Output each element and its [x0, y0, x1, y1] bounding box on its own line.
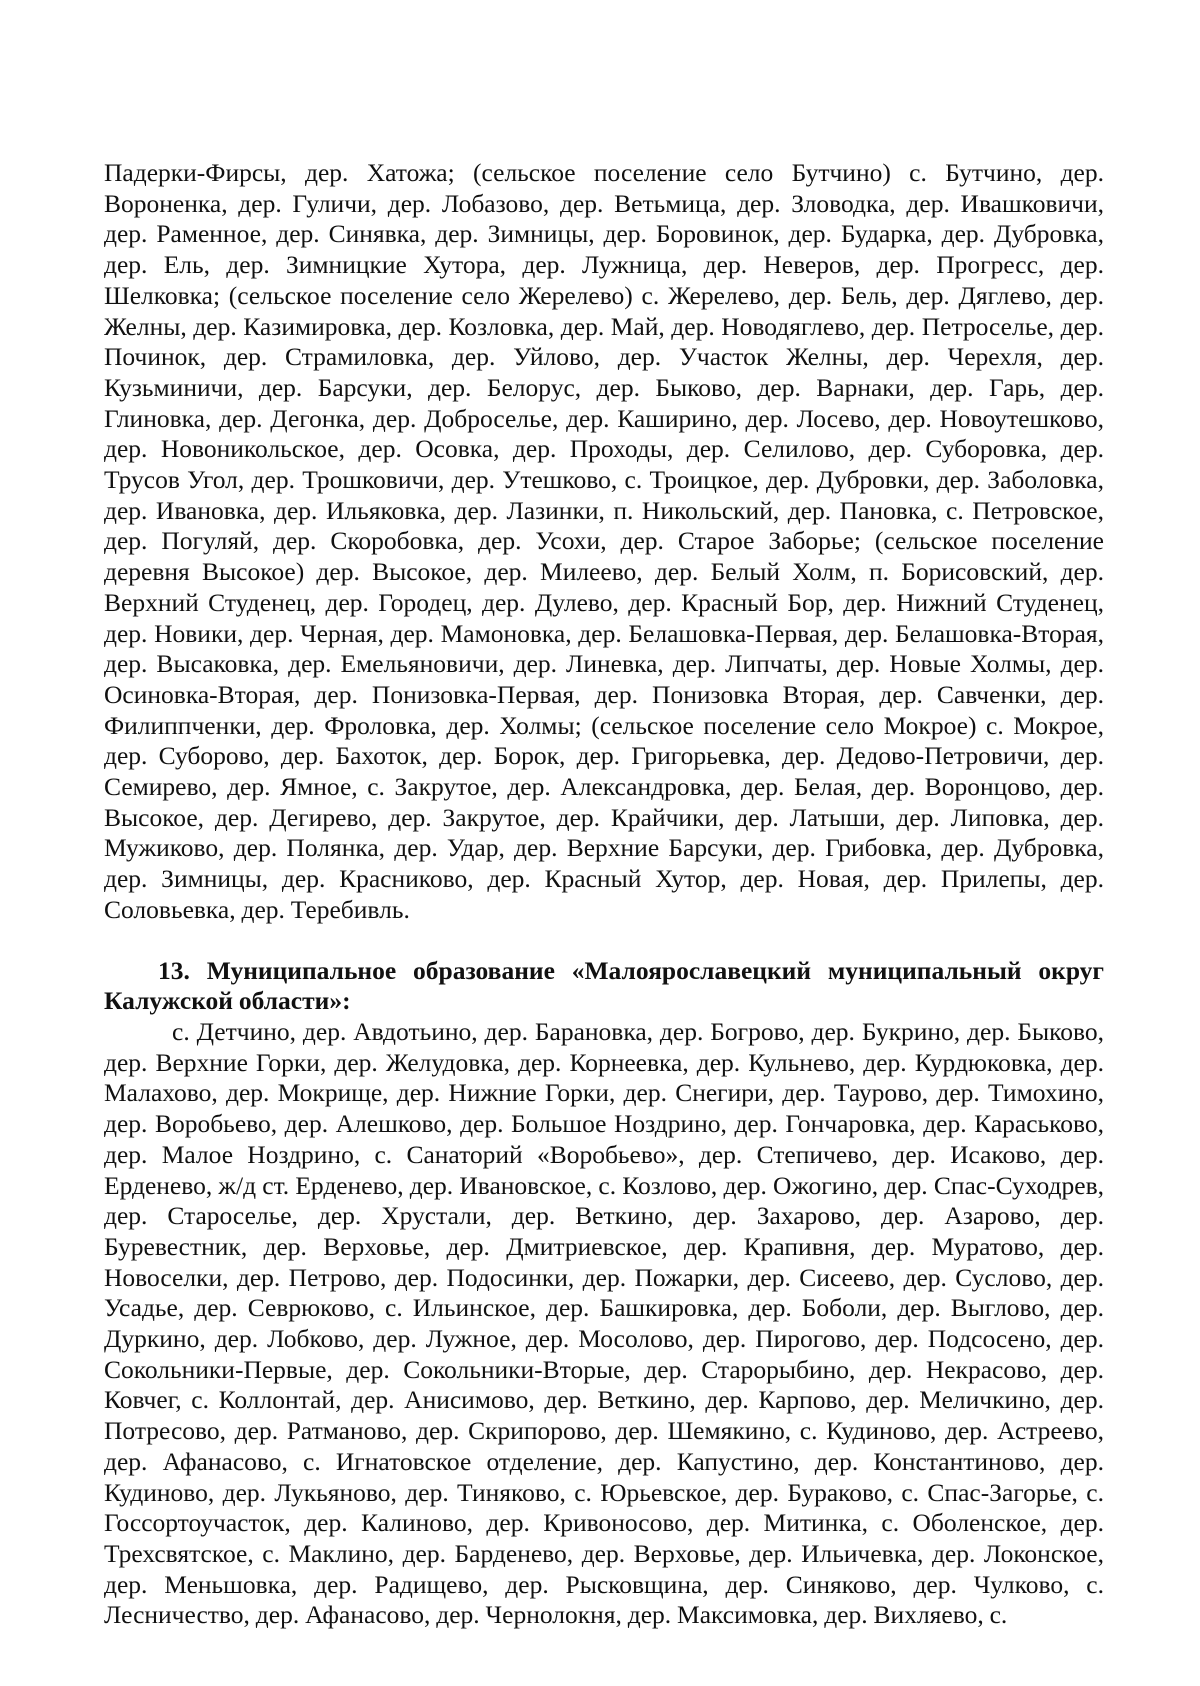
section-heading: 13. Муниципальное образование «Малоярославецкий муниципальный округ Калужской области»: — [104, 955, 1104, 1016]
section-body-paragraph: с. Детчино, дер. Авдотьино, дер. Барановка, дер. Богрово, дер. Букрино, дер. Быково, дер. Верхние Горки, дер. Желудовка, дер. Корнеевка, дер. Кульнево, дер. Курдюковка, дер. Малахово, дер. Мокрище, дер. Нижние Горки, дер. Снегири, дер. Таурово, дер. Тимохино, дер. Воробьево, дер. Алешково, дер. Большое Ноздрино, дер. Гончаровка, дер. Караськово, дер. Малое Ноздрино, с. Санаторий «Воробьево», дер. Степичево, дер. Исаково, дер. Ерденево, ж/д ст. Ерденево, дер. Ивановское, с. Козлово, дер. Ожогино, дер. Спас-Суходрев, дер. Староселье, дер. Хрустали, дер. Веткино, дер. Захарово, дер. Азарово, дер. Буревестник, дер. Верховье, дер. Дмитриевское, дер. Крапивня, дер. Муратово, дер. Новоселки, дер. Петрово, дер. Подосинки, дер. Пожарки, дер. Сисеево, дер. Суслово, дер. Усадье, дер. Севрюково, с. Ильинское, дер. Башкировка, дер. Боболи, дер. Выглово, дер. Дуркино, дер. Лобково, дер. Лужное, дер. Мосолово, дер. Пирогово, дер. Подсосено, дер. Сокольники-Первые, дер. Сокольники-Вторые, дер. Старорыбино, дер. Некрасово, дер. Ковчег, с. Коллонтай, дер. Анисимово, дер. Веткино, дер. Карпово, дер. Меличкино, дер. Потресово, дер. Ратманово, дер. Скрипорово, дер. Шемякино, с. Кудиново, дер. Астреево, дер. Афанасово, с. Игнатовское отделение, дер. Капустино, дер. Константиново, дер. Кудиново, дер. Лукьяново, дер. Тиняково, с. Юрьевское, дер. Бураково, с. Спас-Загорье, с. Госсортоучасток, дер. Калиново, дер. Кривоносово, дер. Митинка, с. Оболенское, дер. Трехсвятское, с. Маклино, дер. Барденево, дер. Верховье, дер. Ильичевка, дер. Локонское, дер. Меньшовка, дер. Радищево, дер. Рысковщина, дер. Синяково, дер. Чулково, с. Лесничество, дер. Афанасово, дер. Чернолокня, дер. Максимовка, дер. Вихляево, с. — [104, 1016, 1104, 1630]
continued-paragraph: Падерки-Фирсы, дер. Хатожа; (сельское поселение село Бутчино) с. Бутчино, дер. Вороненка, дер. Гуличи, дер. Лобазово, дер. Ветьмица, дер. Зловодка, дер. Ивашковичи, дер. Раменное, дер. Синявка, дер. Зимницы, дер. Боровинок, дер. Бударка, дер. Дубровка, дер. Ель, дер. Зимницкие Хутора, дер. Лужница, дер. Неверов, дер. Прогресс, дер. Шелковка; (сельское поселение село Жерелево) с. Жерелево, дер. Бель, дер. Дяглево, дер. Желны, дер. Казимировка, дер. Козловка, дер. Май, дер. Новодяглево, дер. Петроселье, дер. Починок, дер. Страмиловка, дер. Уйлово, дер. Участок Желны, дер. Черехля, дер. Кузьминичи, дер. Барсуки, дер. Белорус, дер. Быково, дер. Варнаки, дер. Гарь, дер. Глиновка, дер. Дегонка, дер. Доброселье, дер. Каширино, дер. Лосево, дер. Новоутешково, дер. Новоникольское, дер. Осовка, дер. Проходы, дер. Селилово, дер. Суборовка, дер. Трусов Угол, дер. Трошковичи, дер. Утешково, с. Троицкое, дер. Дубровки, дер. Заболовка, дер. Ивановка, дер. Ильяковка, дер. Лазинки, п. Никольский, дер. Пановка, с. Петровское, дер. Погуляй, дер. Скоробовка, дер. Усохи, дер. Старое Заборье; (сельское поселение деревня Высокое) дер. Высокое, дер. Милеево, дер. Белый Холм, п. Борисовский, дер. Верхний Студенец, дер. Городец, дер. Дулево, дер. Красный Бор, дер. Нижний Студенец, дер. Новики, дер. Черная, дер. Мамоновка, дер. Белашовка-Первая, дер. Белашовка-Вторая, дер. Высаковка, дер. Емельяновичи, дер. Линевка, дер. Липчаты, дер. Новые Холмы, дер. Осиновка-Вторая, дер. Понизовка-Первая, дер. Понизовка Вторая, дер. Савченки, дер. Филиппченки, дер. Фроловка, дер. Холмы; (сельское поселение село Мокрое) с. Мокрое, дер. Суборово, дер. Бахоток, дер. Борок, дер. Григорьевка, дер. Дедово-Петровичи, дер. Семирево, дер. Ямное, с. Закрутое, дер. Александровка, дер. Белая, дер. Воронцово, дер. Высокое, дер. Дегирево, дер. Закрутое, дер. Крайчики, дер. Латыши, дер. Липовка, дер. Мужиково, дер. Полянка, дер. Удар, дер. Верхние Барсуки, дер. Грибовка, дер. Дубровка, дер. Зимницы, дер. Красниково, дер. Красный Хутор, дер. Новая, дер. Прилепы, дер. Соловьевка, дер. Теребивль. — [104, 158, 1104, 924]
document-page — [104, 158, 1104, 1631]
